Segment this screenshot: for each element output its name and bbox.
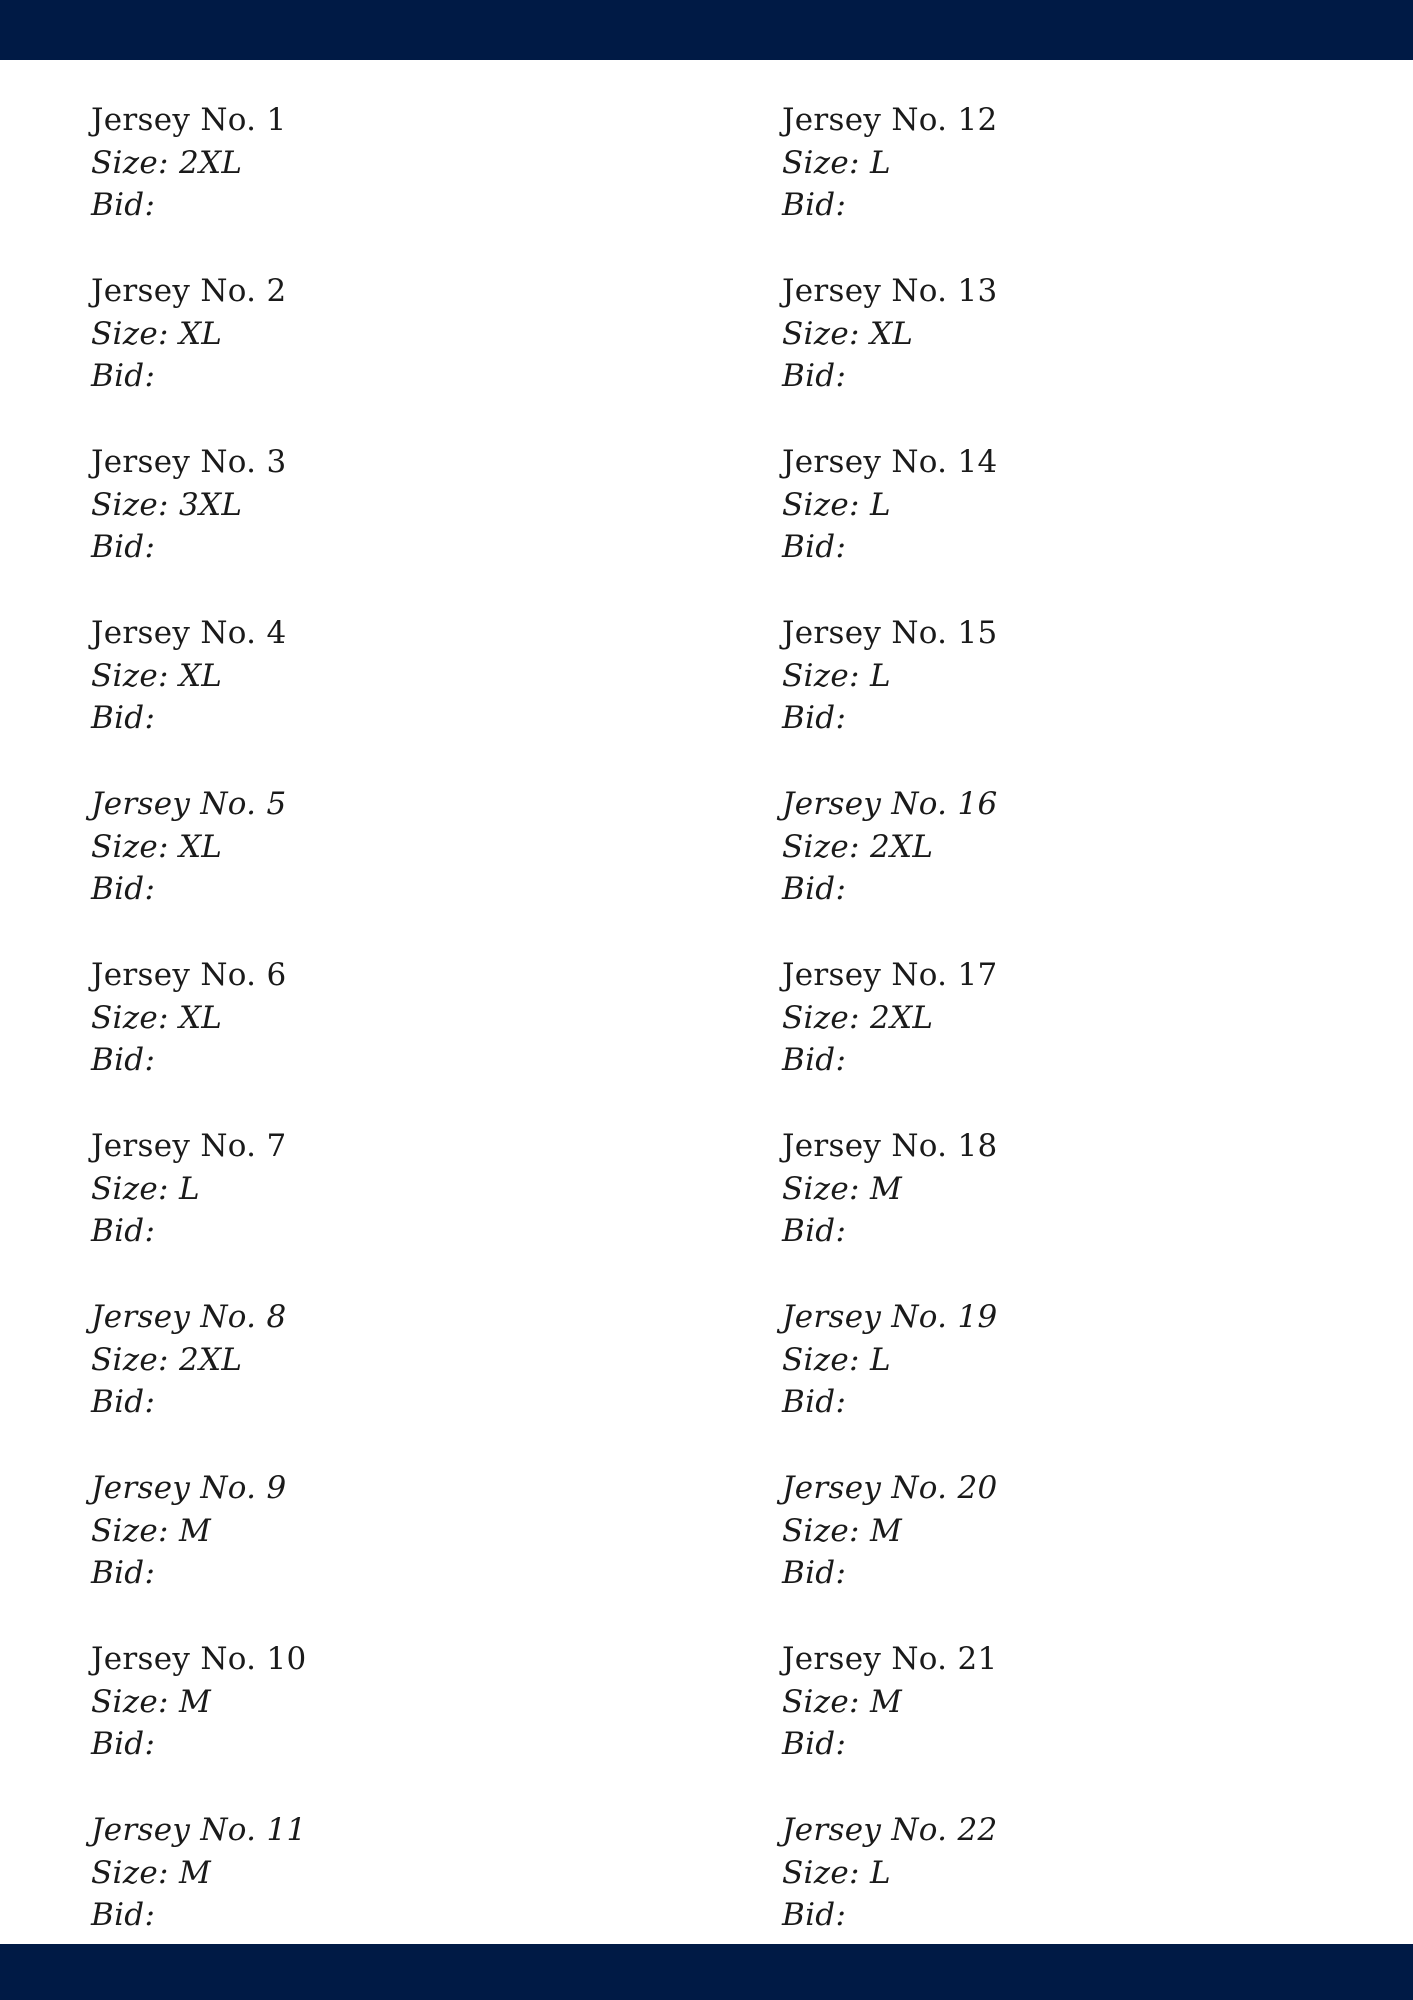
jersey-title: Jersey No. 8 [91,1299,287,1335]
jersey-title: Jersey No. 22 [782,1812,998,1848]
jersey-size [91,142,691,185]
jersey-column-right [782,99,1382,1980]
size-label: Size: [782,1854,870,1891]
jersey-title: Jersey No. 1 [91,102,287,138]
size-value: XL [178,999,223,1036]
jersey-title: Jersey No. 16 [782,786,998,822]
jersey-column-left [91,99,691,1980]
bid-label: Bid: [91,1384,156,1420]
jersey-item [91,783,691,954]
size-label: Size: [91,144,179,181]
size-value: L [869,486,891,523]
jersey-size [91,313,691,356]
size-label: Size: [782,1170,870,1207]
jersey-item [91,612,691,783]
jersey-title: Jersey No. 2 [91,273,287,309]
jersey-item [91,99,691,270]
bid-label: Bid: [782,871,847,907]
size-value: M [178,1683,211,1720]
bid-label: Bid: [91,1897,156,1933]
size-label: Size: [782,144,870,181]
size-label: Size: [91,657,179,694]
size-label: Size: [782,486,870,523]
bid-label: Bid: [782,1555,847,1591]
size-label: Size: [91,1512,179,1549]
size-value: 3XL [178,486,243,523]
jersey-item [782,1125,1382,1296]
jersey-item [782,99,1382,270]
size-label: Size: [91,486,179,523]
size-value: 2XL [178,1341,243,1378]
jersey-size [91,826,691,869]
size-value: M [178,1854,211,1891]
size-label: Size: [91,1170,179,1207]
size-value: XL [869,315,914,352]
size-label: Size: [91,999,179,1036]
jersey-item [782,1467,1382,1638]
jersey-title: Jersey No. 5 [91,786,287,822]
size-value: M [869,1170,902,1207]
jersey-title: Jersey No. 3 [91,444,287,480]
jersey-title: Jersey No. 13 [782,273,998,309]
jersey-size [91,1339,691,1382]
bid-label: Bid: [91,187,156,223]
jersey-size [782,655,1382,698]
size-value: XL [178,315,223,352]
jersey-title: Jersey No. 11 [91,1812,307,1848]
jersey-size [782,1681,1382,1724]
jersey-size [782,1510,1382,1553]
jersey-item [782,270,1382,441]
jersey-size [782,313,1382,356]
jersey-item [782,1296,1382,1467]
size-value: L [869,1341,891,1378]
jersey-title: Jersey No. 12 [782,102,998,138]
size-value: L [869,1854,891,1891]
jersey-title: Jersey No. 17 [782,957,998,993]
jersey-item [91,1467,691,1638]
jersey-size [91,1168,691,1211]
bid-label: Bid: [782,187,847,223]
jersey-title: Jersey No. 20 [782,1470,998,1506]
size-value: L [869,144,891,181]
jersey-size [91,484,691,527]
size-label: Size: [91,1683,179,1720]
bid-label: Bid: [782,1042,847,1078]
size-label: Size: [91,1854,179,1891]
jersey-size [782,142,1382,185]
jersey-size [91,655,691,698]
top-band [0,0,1413,60]
bid-label: Bid: [782,1726,847,1762]
jersey-title: Jersey No. 6 [91,957,287,993]
jersey-title: Jersey No. 18 [782,1128,998,1164]
jersey-item [91,270,691,441]
jersey-size [782,484,1382,527]
jersey-title: Jersey No. 19 [782,1299,998,1335]
size-label: Size: [782,1683,870,1720]
bid-label: Bid: [782,1213,847,1249]
jersey-item [91,1296,691,1467]
jersey-size [782,1339,1382,1382]
size-label: Size: [782,828,870,865]
jersey-size [782,1852,1382,1895]
jersey-item [782,441,1382,612]
size-value: L [869,657,891,694]
jersey-item [782,783,1382,954]
jersey-item [91,1125,691,1296]
bid-label: Bid: [91,1555,156,1591]
bid-label: Bid: [91,1042,156,1078]
bid-label: Bid: [782,1384,847,1420]
bid-label: Bid: [91,358,156,394]
size-value: L [178,1170,200,1207]
size-label: Size: [91,828,179,865]
bid-label: Bid: [91,700,156,736]
bid-label: Bid: [91,1726,156,1762]
size-value: XL [178,657,223,694]
size-label: Size: [782,315,870,352]
jersey-title: Jersey No. 14 [782,444,998,480]
jersey-item [91,441,691,612]
bid-label: Bid: [91,529,156,565]
size-value: 2XL [869,999,934,1036]
jersey-title: Jersey No. 10 [91,1641,307,1677]
jersey-title: Jersey No. 21 [782,1641,998,1677]
bid-label: Bid: [91,1213,156,1249]
jersey-size [91,997,691,1040]
size-label: Size: [782,657,870,694]
bid-label: Bid: [91,871,156,907]
bottom-band [0,1944,1413,2000]
jersey-item [782,612,1382,783]
size-value: M [869,1512,902,1549]
jersey-size [782,997,1382,1040]
bid-label: Bid: [782,700,847,736]
bid-label: Bid: [782,1897,847,1933]
jersey-size [91,1681,691,1724]
size-label: Size: [91,315,179,352]
jersey-item [91,1638,691,1809]
jersey-size [91,1510,691,1553]
jersey-title: Jersey No. 9 [91,1470,287,1506]
size-label: Size: [782,1512,870,1549]
bid-label: Bid: [782,529,847,565]
size-value: M [869,1683,902,1720]
size-label: Size: [782,999,870,1036]
jersey-size [91,1852,691,1895]
jersey-size [782,1168,1382,1211]
jersey-title: Jersey No. 7 [91,1128,287,1164]
size-value: M [178,1512,211,1549]
size-value: XL [178,828,223,865]
size-value: 2XL [869,828,934,865]
jersey-title: Jersey No. 4 [91,615,287,651]
size-value: 2XL [178,144,243,181]
jersey-size [782,826,1382,869]
jersey-title: Jersey No. 15 [782,615,998,651]
jersey-item [782,1638,1382,1809]
bid-label: Bid: [782,358,847,394]
jersey-item [91,954,691,1125]
size-label: Size: [91,1341,179,1378]
jersey-item [782,954,1382,1125]
size-label: Size: [782,1341,870,1378]
